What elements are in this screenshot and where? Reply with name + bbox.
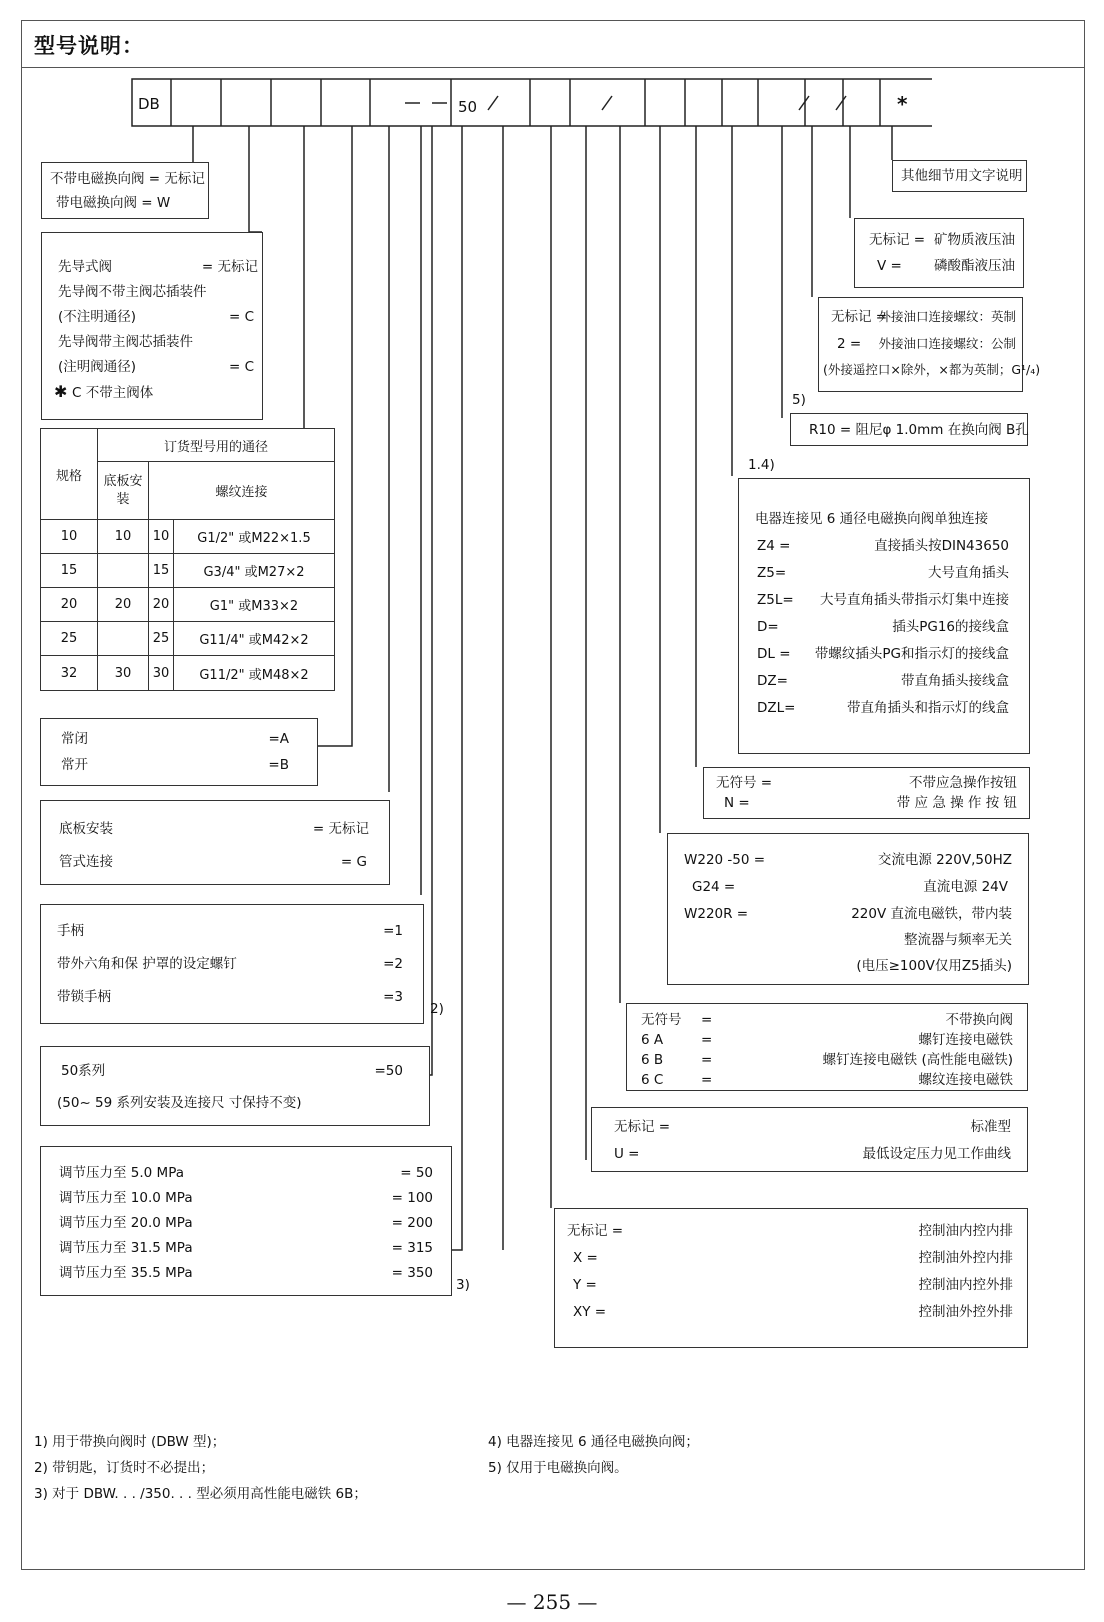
box-line: 常闭	[61, 731, 88, 747]
cell: 15	[41, 554, 98, 588]
box-oil	[854, 218, 1024, 288]
cell: 10	[98, 520, 149, 554]
box-val: 不带应急操作按钮	[909, 775, 1017, 791]
table-row	[41, 588, 335, 622]
box-line: 无符号 =	[716, 775, 773, 791]
box-line: Z5=	[757, 565, 787, 581]
box-val: 最低设定压力见工作曲线	[862, 1146, 1011, 1162]
table-row	[41, 622, 335, 656]
box-adjust	[40, 904, 424, 1024]
box-line: (50~ 59 系列安装及连接尺 寸保持不变)	[57, 1095, 302, 1111]
box-line: DZL=	[757, 700, 796, 716]
box-line: Y =	[573, 1277, 597, 1293]
box-emergency	[703, 767, 1030, 819]
box-val: 带 应 急 操 作 按 钮	[896, 795, 1017, 811]
col-thread: 螺纹连接	[149, 462, 335, 520]
box-val: = G	[340, 854, 367, 870]
box-line: 调节压力至 10.0 MPa	[59, 1190, 193, 1206]
box-line: V =	[877, 258, 902, 274]
box-line: 调节压力至 20.0 MPa	[59, 1215, 193, 1231]
cell	[98, 622, 149, 656]
box-line: 其他细节用文字说明	[901, 168, 1023, 184]
box-line: =	[701, 1032, 713, 1048]
table-header: 订货型号用的通径	[98, 429, 335, 462]
footnote-5: 5) 仅用于电磁换向阀。	[488, 1460, 628, 1476]
box-line: 无符号	[641, 1012, 682, 1028]
box-line: 手柄	[57, 923, 84, 939]
footnote-2: 2) 带钥匙，订货时不必提出；	[34, 1460, 215, 1476]
box-line: N =	[724, 795, 750, 811]
box-line: R10 = 阻尼φ 1.0mm 在换向阀 B孔	[809, 422, 1029, 438]
box-val: 插头PG16的接线盒	[892, 619, 1009, 635]
box-val: = 100	[391, 1190, 433, 1206]
box-pilot	[41, 232, 263, 420]
box-val: 带直角插头和指示灯的线盒	[847, 700, 1009, 716]
box-line: 调节压力至 35.5 MPa	[59, 1265, 193, 1281]
cell: 10	[41, 520, 98, 554]
box-electric	[738, 478, 1030, 754]
box-line: =	[701, 1012, 713, 1028]
box-line: 先导式阀	[58, 259, 112, 275]
box-line: (不注明通径)	[58, 309, 137, 325]
box-type	[591, 1107, 1028, 1172]
box-val: = 315	[391, 1240, 433, 1256]
code-50: 50	[458, 98, 478, 116]
box-val: 不带换向阀	[945, 1012, 1013, 1028]
col-spec: 规格	[41, 429, 98, 520]
box-val: = C	[228, 359, 254, 375]
box-pressure	[40, 1146, 452, 1296]
cell: 15	[149, 554, 174, 588]
box-line: Z5L=	[757, 592, 794, 608]
footnote-4: 4) 电器连接见 6 通径电磁换向阀；	[488, 1434, 699, 1450]
box-line: DZ=	[757, 673, 788, 689]
box-val: =B	[268, 757, 289, 773]
box-line: =	[701, 1052, 713, 1068]
box-val: (电压≥100V仅用Z5插头)	[856, 958, 1012, 974]
box-val: =50	[374, 1063, 403, 1079]
cell: G1" 或M33×2	[174, 588, 335, 622]
box-val: = 350	[391, 1265, 433, 1281]
box-line: 带锁手柄	[57, 989, 111, 1005]
box-val: 螺钉连接电磁铁	[918, 1032, 1013, 1048]
box-val: 螺纹连接电磁铁	[918, 1072, 1013, 1088]
box-line: 电器连接见 6 通径电磁换向阀单独连接	[755, 511, 989, 527]
box-line: 无标记 =	[614, 1119, 671, 1135]
box-line: 底板安装	[59, 821, 113, 837]
box-thread-port	[818, 297, 1041, 392]
box-r10	[790, 413, 1028, 446]
marker-14: 1.4)	[748, 457, 775, 473]
cell: G11/2" 或M48×2	[174, 656, 335, 691]
box-val: 控制油外控内排	[918, 1250, 1013, 1266]
box-val: 大号直角插头带指示灯集中连接	[820, 592, 1009, 608]
box-line: 带电磁换向阀 = W	[56, 195, 171, 211]
cell: 32	[41, 656, 98, 691]
box-val: 控制油内控外排	[918, 1277, 1013, 1293]
box-normal	[40, 718, 318, 786]
box-line: C 不带主阀体	[72, 385, 154, 401]
cell: 25	[149, 622, 174, 656]
box-val: =A	[268, 731, 289, 747]
box-line: 不带电磁换向阀 = 无标记	[50, 171, 205, 187]
box-val: 带螺纹插头PG和指示灯的接线盒	[814, 646, 1009, 662]
box-val: 螺钉连接电磁铁 (高性能电磁铁)	[822, 1052, 1013, 1068]
box-val: 直接插头按DIN43650	[874, 538, 1009, 554]
box-val: 220V 直流电磁铁，带内装	[851, 906, 1012, 922]
box-line: 6 A	[641, 1032, 664, 1048]
table-row	[41, 520, 335, 554]
code-db: DB	[138, 95, 160, 113]
table-row	[41, 554, 335, 588]
box-series	[40, 1046, 430, 1126]
box-line: Z4 =	[757, 538, 791, 554]
box-val: =2	[383, 956, 403, 972]
page-number: — 255 —	[506, 1590, 598, 1614]
box-line: 常开	[61, 757, 88, 773]
box-line: (外接遥控口×除外，×都为英制；G¹/₄)	[823, 362, 1041, 377]
box-val: 直流电源 24V	[923, 879, 1008, 895]
box-line: (注明阀通径)	[58, 359, 137, 375]
box-val: = 50	[400, 1165, 433, 1181]
box-line: W220 -50 =	[684, 852, 766, 868]
box-line: 无标记 =	[567, 1223, 624, 1239]
box-line: 调节压力至 31.5 MPa	[59, 1240, 193, 1256]
box-val: 磷酸酯液压油	[934, 258, 1015, 274]
box-line: X =	[573, 1250, 598, 1266]
box-line: D=	[757, 619, 779, 635]
marker-3: 3)	[456, 1277, 470, 1293]
box-val: = 无标记	[201, 259, 258, 275]
marker-2: 2)	[430, 1001, 444, 1017]
box-val: 控制油内控内排	[918, 1223, 1013, 1239]
box-val: = C	[228, 309, 254, 325]
box-val: 大号直角插头	[928, 565, 1009, 581]
cell: 30	[149, 656, 174, 691]
box-line: 无标记 =	[869, 232, 926, 248]
footnote-1: 1) 用于带换向阀时 (DBW 型)；	[34, 1434, 226, 1450]
box-other	[892, 160, 1027, 192]
box-val: 标准型	[970, 1119, 1011, 1135]
box-line: 无标记 =	[831, 309, 888, 325]
box-line: XY =	[573, 1304, 607, 1320]
box-line: 先导阀不带主阀芯插装件	[58, 284, 207, 300]
box-val: =1	[383, 923, 403, 939]
cell: G3/4" 或M27×2	[174, 554, 335, 588]
cell	[98, 554, 149, 588]
cell: 20	[98, 588, 149, 622]
box-line: 调节压力至 5.0 MPa	[59, 1165, 185, 1181]
cell: 20	[41, 588, 98, 622]
code-star: *	[897, 92, 908, 116]
box-val: 外接油口连接螺纹：公制	[878, 336, 1016, 351]
box-line: 先导阀带主阀芯插装件	[58, 334, 193, 350]
cell: G1/2" 或M22×1.5	[174, 520, 335, 554]
box-solenoid	[41, 162, 209, 219]
box-val: = 无标记	[312, 821, 369, 837]
cell: 25	[41, 622, 98, 656]
star-icon: ✱	[54, 382, 68, 401]
box-val: = 200	[391, 1215, 433, 1231]
cell: 20	[149, 588, 174, 622]
size-table	[40, 428, 335, 691]
box-line: U =	[614, 1146, 640, 1162]
box-val: 外接油口连接螺纹：英制	[878, 309, 1016, 324]
page-title: 型号说明：	[34, 34, 144, 58]
box-drain	[554, 1208, 1028, 1348]
box-line: DL =	[757, 646, 791, 662]
table-row	[41, 656, 335, 691]
box-val: 交流电源 220V,50HZ	[877, 852, 1012, 868]
box-line: 带外六角和保 护罩的设定螺钉	[57, 956, 237, 972]
box-line: 6 C	[641, 1072, 664, 1088]
box-val: 控制油外控外排	[918, 1304, 1013, 1320]
cell: 10	[149, 520, 174, 554]
box-line: 50系列	[61, 1063, 106, 1079]
box-val: =3	[383, 989, 403, 1005]
box-line: =	[701, 1072, 713, 1088]
col-plate: 底板安装	[98, 462, 149, 520]
box-val: 整流器与频率无关	[904, 932, 1012, 948]
footnote-3: 3) 对于 DBW. . . /350. . . 型必须用高性能电磁铁 6B；	[34, 1486, 367, 1502]
box-line: 管式连接	[59, 854, 113, 870]
box-line: 6 B	[641, 1052, 664, 1068]
cell: 30	[98, 656, 149, 691]
box-line: 2 =	[837, 336, 862, 352]
box-valve	[626, 1003, 1028, 1091]
cell: G11/4" 或M42×2	[174, 622, 335, 656]
box-line: W220R =	[684, 906, 749, 922]
box-line: G24 =	[692, 879, 736, 895]
box-val: 带直角插头接线盒	[901, 673, 1009, 689]
marker-5: 5)	[792, 392, 806, 408]
box-val: 矿物质液压油	[934, 232, 1015, 248]
box-power	[667, 833, 1029, 985]
box-mount	[40, 800, 390, 885]
